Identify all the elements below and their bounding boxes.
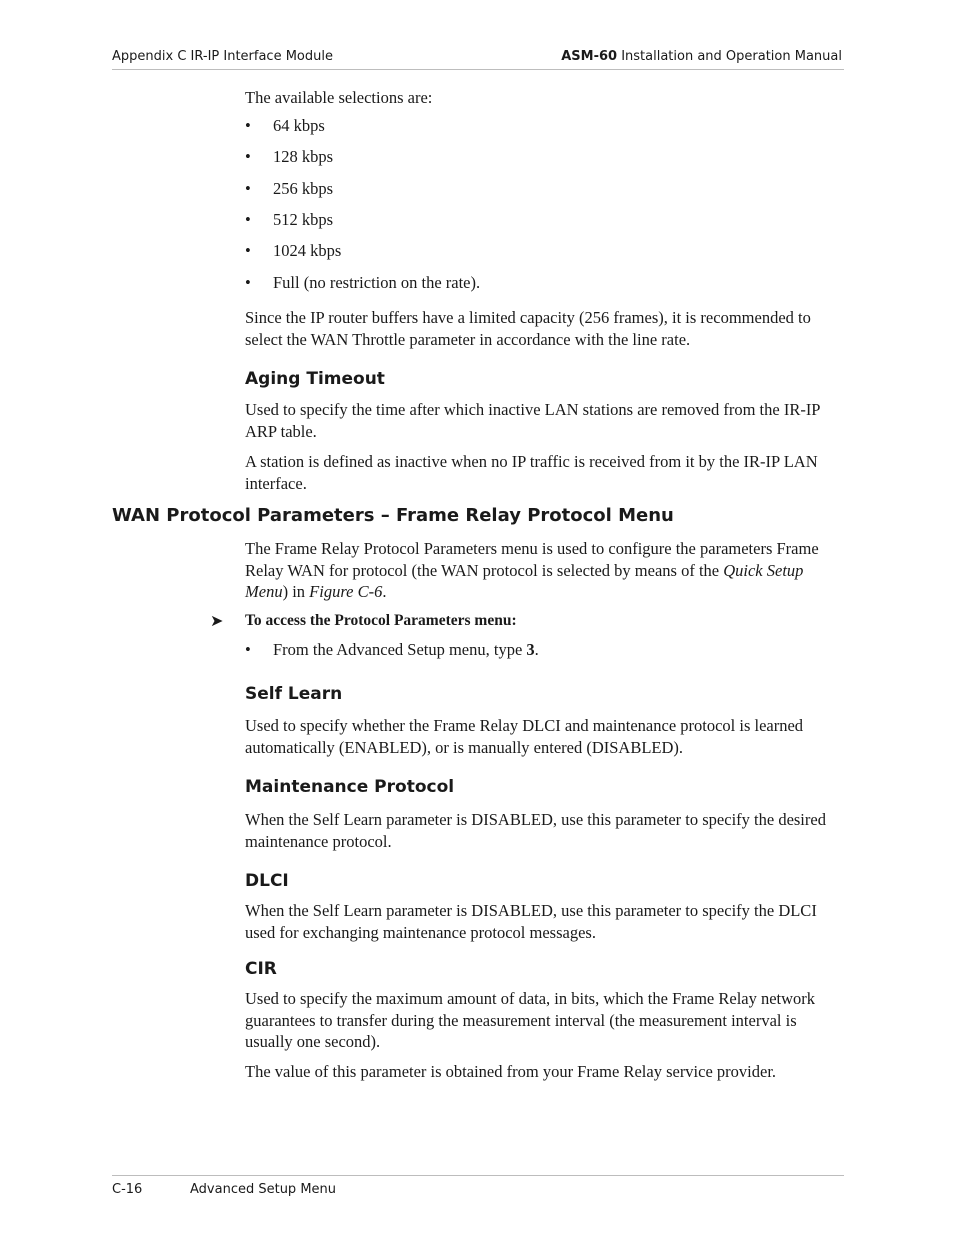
header-rule xyxy=(112,69,844,70)
cir-heading: CIR xyxy=(245,959,277,979)
bullet-icon: • xyxy=(245,179,251,198)
cir-paragraph-2: The value of this parameter is obtained from your Frame Relay service provider. xyxy=(245,1062,777,1081)
bullet-icon: • xyxy=(245,116,251,135)
bullet-icon: • xyxy=(245,210,251,229)
wan-protocol-paragraph: The Frame Relay Protocol Parameters menu is used to configure the parameters Frame Relay WAN for protocol (the WAN protocol is selected by means of the Quick Setup Menu) in Figure C-6. xyxy=(245,539,819,601)
manual-title: Installation and Operation Manual xyxy=(617,49,842,64)
self-learn-paragraph: Used to specify whether the Frame Relay DLCI and maintenance protocol is learned automatically (ENABLED), or is manually entered (DISABLED). xyxy=(245,716,804,757)
bullet-icon: • xyxy=(245,273,251,292)
selections-intro: The available selections are: xyxy=(245,88,433,107)
quick-setup-menu-ref: Quick Setup Menu xyxy=(245,560,804,601)
footer-section-title: Advanced Setup Menu xyxy=(190,1182,337,1197)
aging-timeout-heading: Aging Timeout xyxy=(245,369,385,389)
running-header-left: Appendix C IR-IP Interface Module xyxy=(112,49,333,64)
self-learn-heading: Self Learn xyxy=(245,684,343,704)
maintenance-protocol-paragraph: When the Self Learn parameter is DISABLED, use this parameter to specify the desired maintenance protocol. xyxy=(245,810,826,851)
dlci-heading: DLCI xyxy=(245,871,289,891)
bullet-icon: • xyxy=(245,241,251,260)
bullet-icon: • xyxy=(245,640,251,659)
aging-timeout-paragraph-1: Used to specify the time after which inactive LAN stations are removed from the IR-IP ARP table. xyxy=(245,400,820,441)
dlci-paragraph: When the Self Learn parameter is DISABLED, use this parameter to specify the DLCI used for exchanging maintenance protocol messages. xyxy=(245,901,817,942)
figure-ref: Figure C-6 xyxy=(309,582,383,601)
bullet-icon: • xyxy=(245,147,251,166)
procedure-arrow-icon: ➤ xyxy=(210,613,224,630)
menu-key: 3 xyxy=(526,640,535,659)
page-number: C-16 xyxy=(112,1182,143,1197)
throttle-note: Since the IP router buffers have a limited capacity (256 frames), it is recommended to select the WAN Throttle parameter in accordance with the line rate. xyxy=(245,308,811,349)
maintenance-protocol-heading: Maintenance Protocol xyxy=(245,777,455,797)
wan-protocol-heading: WAN Protocol Parameters – Frame Relay Protocol Menu xyxy=(112,505,674,526)
cir-paragraph-1: Used to specify the maximum amount of data, in bits, which the Frame Relay network guarantees to transfer during the measurement interval (the measurement interval is usually one second). xyxy=(245,989,816,1051)
footer-rule xyxy=(112,1175,844,1176)
running-header-right xyxy=(561,49,842,64)
aging-timeout-paragraph-2: A station is defined as inactive when no IP traffic is received from it by the IR-IP LAN interface. xyxy=(245,452,818,493)
procedure-heading: To access the Protocol Parameters menu: xyxy=(245,612,517,629)
manual-model: ASM-60 xyxy=(561,49,618,64)
